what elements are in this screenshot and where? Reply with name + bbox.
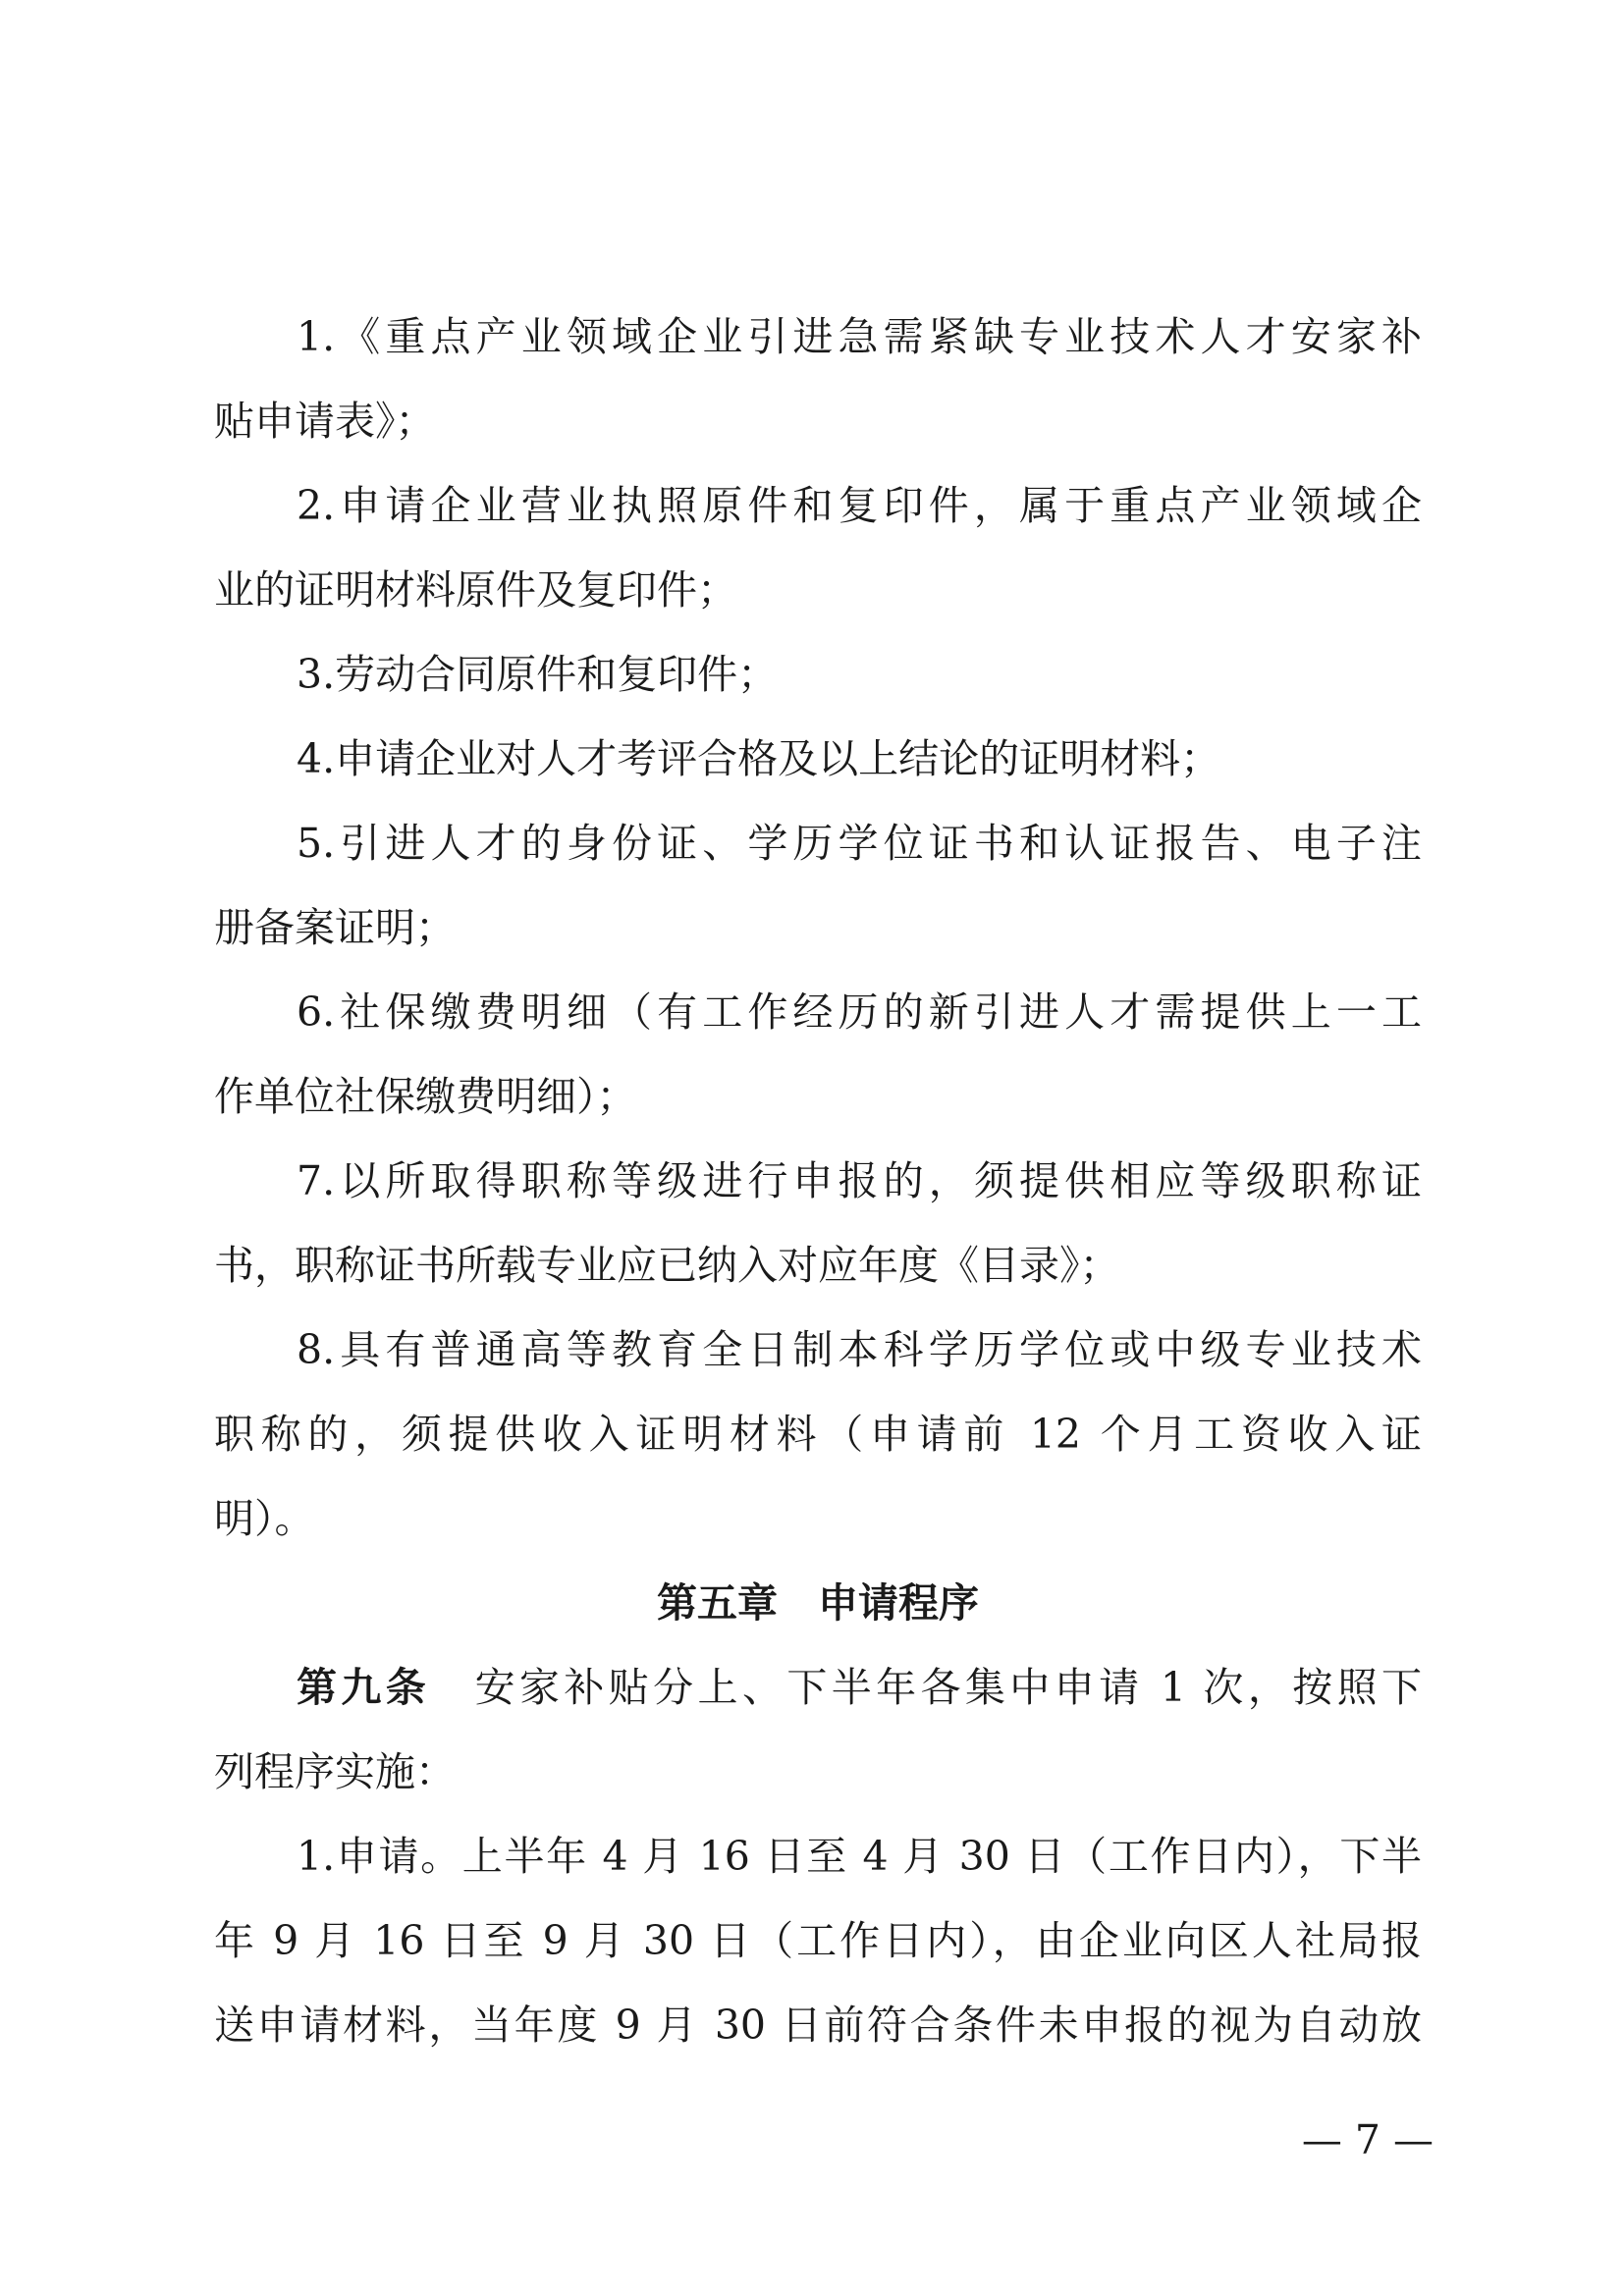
step-1-line-1: 1.申请。上半年 4 月 16 日至 4 月 30 日（工作日内），下半 [297,1833,1422,1880]
item-1-line-1: 1.《重点产业领域企业引进急需紧缺专业技术人才安家补 [297,313,1422,360]
article-9-label: 第九条 [297,1664,431,1711]
item-8-line-3: 明）。 [214,1495,315,1542]
step-1-line-3: 送申请材料，当年度 9 月 30 日前符合条件未申报的视为自动放 [214,2002,1422,2049]
item-7-line-2: 书，职称证书所载专业应已纳入对应年度《目录》； [214,1242,1120,1289]
document-body [214,294,1422,2067]
item-8-line-2: 职称的，须提供收入证明材料（申请前 12 个月工资收入证 [214,1411,1422,1458]
item-7-line-1: 7.以所取得职称等级进行申报的，须提供相应等级职称证 [297,1157,1422,1204]
item-3-line-1: 3.劳动合同原件和复印件； [297,651,779,698]
item-1-line-2: 贴申请表》； [214,398,436,445]
item-2-line-1: 2.申请企业营业执照原件和复印件，属于重点产业领域企 [297,482,1422,529]
page-number: — 7 — [1301,2116,1434,2163]
item-8-line-1: 8.具有普通高等教育全日制本科学历学位或中级专业技术 [297,1326,1422,1373]
article-9-line-2: 列程序实施： [214,1748,456,1795]
item-5-line-2: 册备案证明； [214,904,456,951]
chapter-heading: 第五章 申请程序 [657,1579,979,1627]
step-1-line-2: 年 9 月 16 日至 9 月 30 日（工作日内），由企业向区人社局报 [214,1917,1422,1964]
article-9-line-1 [214,1645,1422,1730]
article-9-text: 安家补贴分上、下半年各集中申请 1 次，按照下 [430,1664,1422,1711]
item-4-line-1: 4.申请企业对人才考评合格及以上结论的证明材料； [297,735,1221,782]
item-5-line-1: 5.引进人才的身份证、学历学位证书和认证报告、电子注 [297,820,1422,867]
item-6-line-1: 6.社保缴费明细（有工作经历的新引进人才需提供上一工 [297,988,1422,1036]
item-2-line-2: 业的证明材料原件及复印件； [214,566,737,614]
item-6-line-2: 作单位社保缴费明细）； [214,1073,637,1120]
